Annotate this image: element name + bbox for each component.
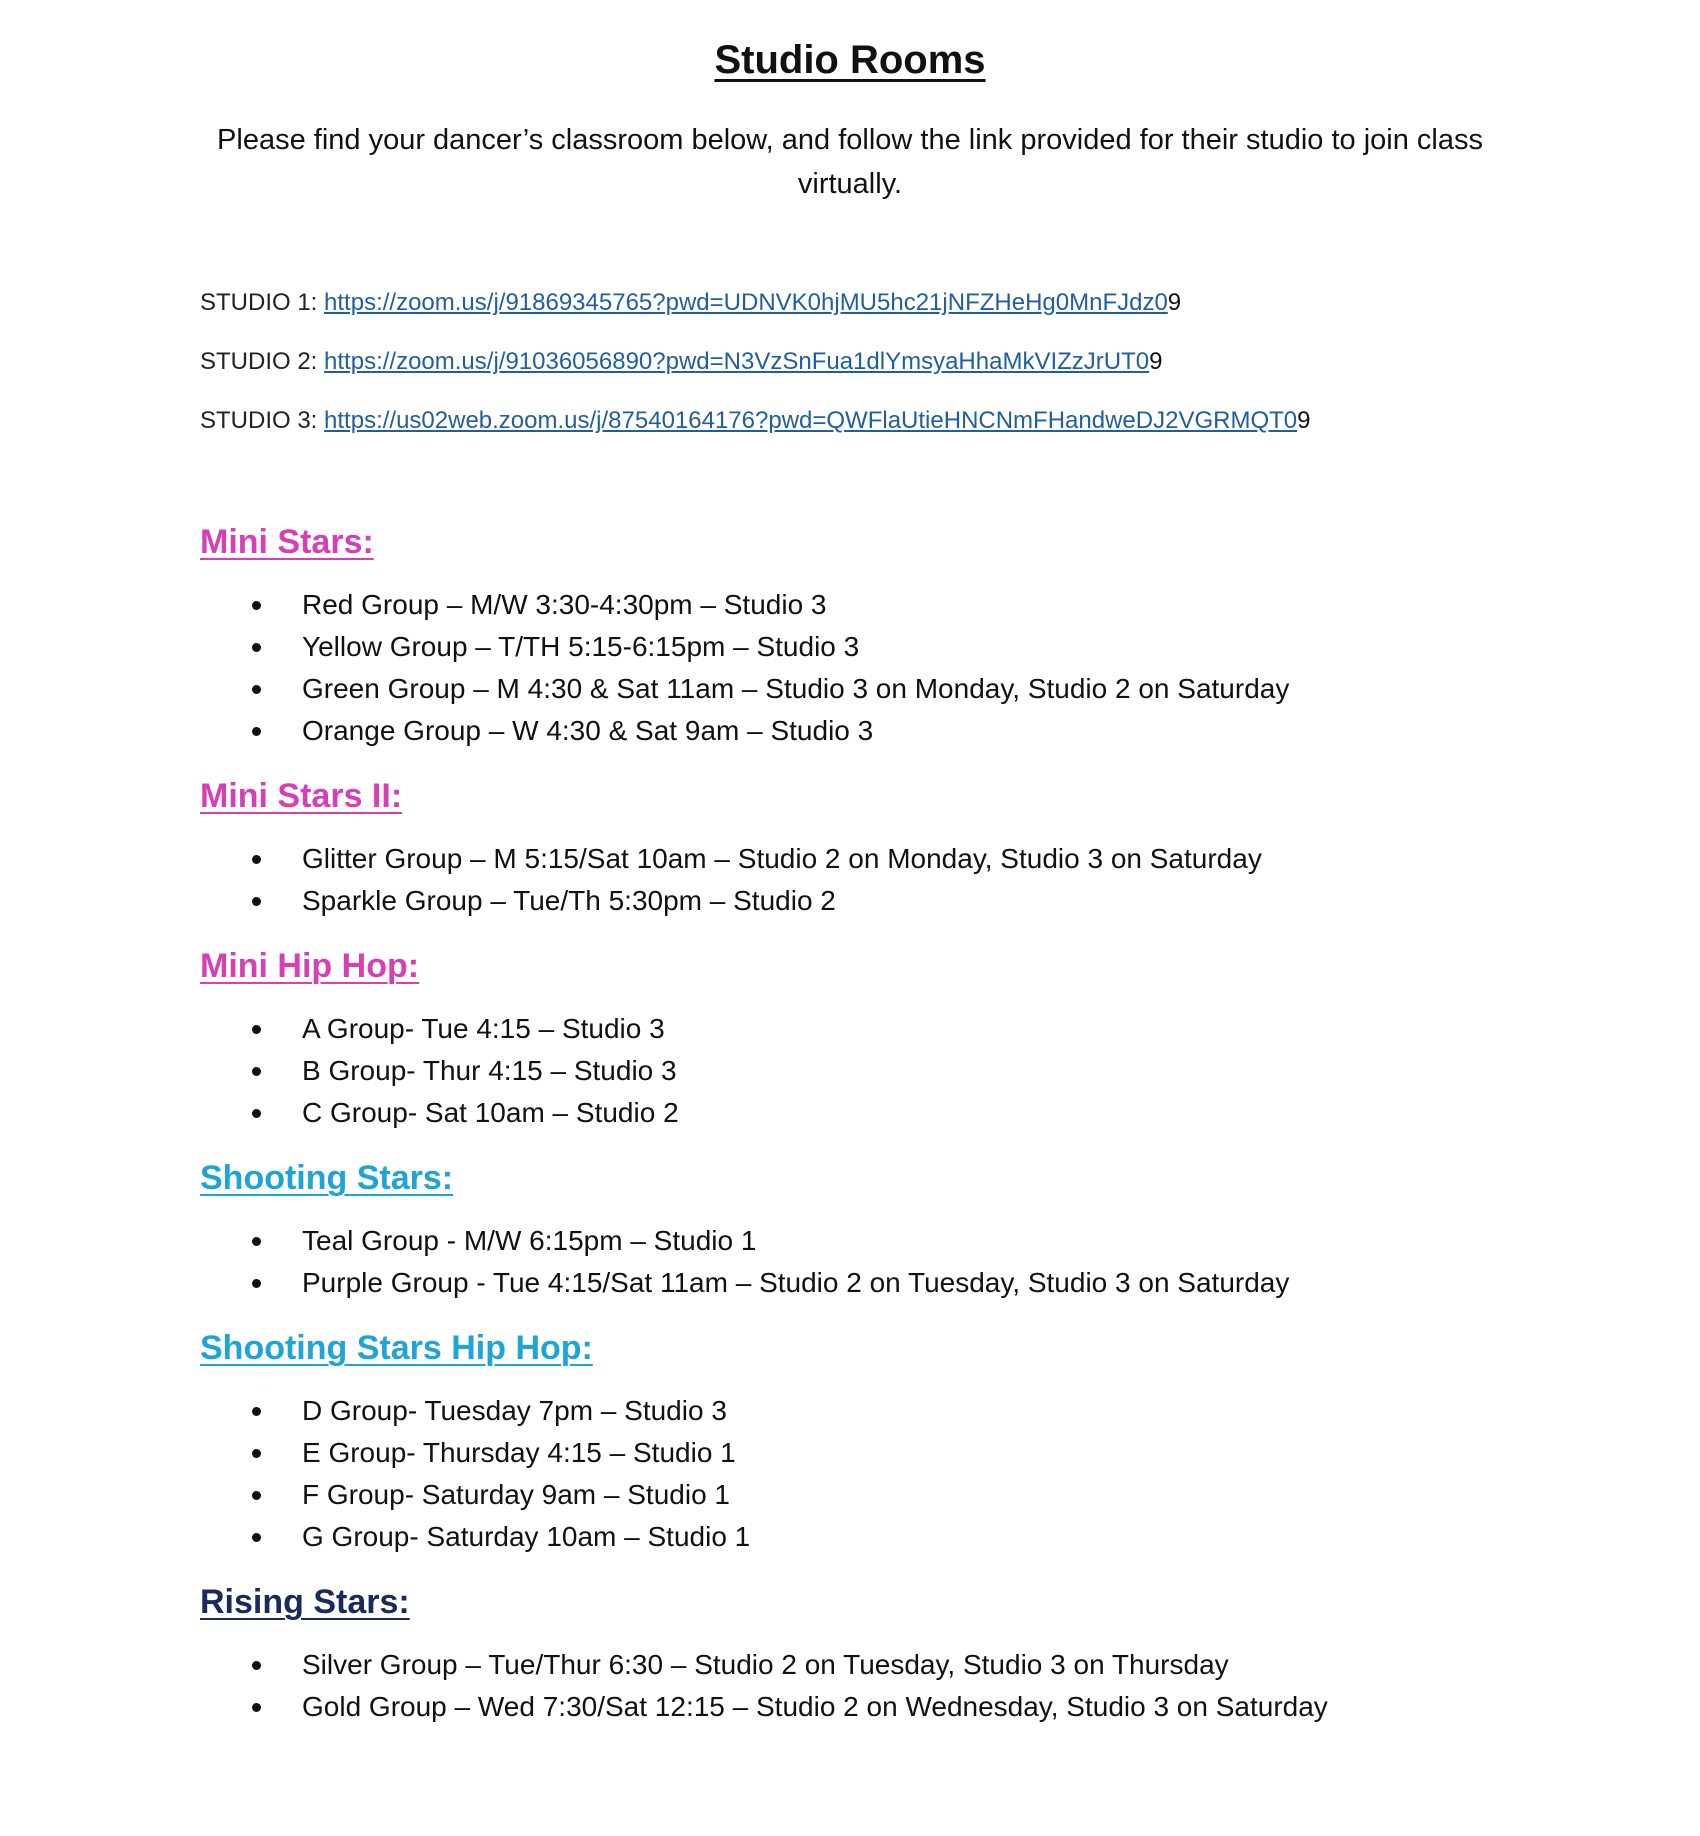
studio-3-zoom-link[interactable]: https://us02web.zoom.us/j/87540164176?pwd=QWFlaUtieHNCNmFHandweDJ2VGRMQT0 [324,407,1298,434]
list-item: Orange Group – W 4:30 & Sat 9am – Studio 3 [200,710,1650,752]
class-list [200,1644,1650,1728]
studio-link-row-3 [200,406,1600,465]
class-list [200,584,1650,752]
section-heading: Shooting Stars Hip Hop: [200,1329,593,1367]
list-item: A Group- Tue 4:15 – Studio 3 [200,1008,1650,1050]
studio-link-row-2 [200,347,1600,406]
class-list [200,838,1650,922]
studio-link-suffix: 9 [1149,348,1163,375]
list-item: Teal Group - M/W 6:15pm – Studio 1 [200,1220,1650,1262]
section-heading: Mini Stars II: [200,777,403,815]
list-item: Gold Group – Wed 7:30/Sat 12:15 – Studio 2 on Wednesday, Studio 3 on Saturday [200,1686,1650,1728]
intro-text: Please find your dancer’s classroom below, and follow the link provided for their studio to join class virtually. [217,124,1483,200]
section-heading: Rising Stars: [200,1583,410,1621]
studio-link-suffix: 9 [1297,407,1311,434]
list-item: F Group- Saturday 9am – Studio 1 [200,1474,1650,1516]
list-item: Silver Group – Tue/Thur 6:30 – Studio 2 on Tuesday, Studio 3 on Thursday [200,1644,1650,1686]
studio-link-label: STUDIO 1: [200,289,318,316]
studio-1-zoom-link[interactable]: https://zoom.us/j/91869345765?pwd=UDNVK0hjMU5hc21jNFZHeHg0MnFJdz0 [324,289,1168,316]
studio-link-suffix: 9 [1167,289,1182,316]
class-list [200,1220,1650,1304]
section-heading: Shooting Stars: [200,1159,454,1197]
section-heading: Mini Stars: [200,523,374,561]
list-item: Yellow Group – T/TH 5:15-6:15pm – Studio 3 [200,626,1650,668]
list-item: C Group- Sat 10am – Studio 2 [200,1092,1650,1134]
list-item: D Group- Tuesday 7pm – Studio 3 [200,1390,1650,1432]
class-sections [200,520,1650,1750]
studio-2-zoom-link[interactable]: https://zoom.us/j/91036056890?pwd=N3VzSnFua1dlYmsyaHhaMkVIZzJrUT0 [324,348,1150,375]
list-item: Glitter Group – M 5:15/Sat 10am – Studio 2 on Monday, Studio 3 on Saturday [200,838,1650,880]
list-item: Red Group – M/W 3:30-4:30pm – Studio 3 [200,584,1650,626]
list-item: Sparkle Group – Tue/Th 5:30pm – Studio 2 [200,880,1650,922]
list-item: G Group- Saturday 10am – Studio 1 [200,1516,1650,1558]
list-item: Purple Group - Tue 4:15/Sat 11am – Studio 2 on Tuesday, Studio 3 on Saturday [200,1262,1650,1304]
studio-link-row-1 [200,288,1600,347]
page-title: Studio Rooms [714,38,986,82]
studio-links [200,288,1600,465]
list-item: E Group- Thursday 4:15 – Studio 1 [200,1432,1650,1474]
studio-link-label: STUDIO 3: [200,407,318,434]
section-heading: Mini Hip Hop: [200,947,420,985]
class-list [200,1008,1650,1134]
studio-link-label: STUDIO 2: [200,348,318,375]
list-item: B Group- Thur 4:15 – Studio 3 [200,1050,1650,1092]
class-list [200,1390,1650,1558]
list-item: Green Group – M 4:30 & Sat 11am – Studio 3 on Monday, Studio 2 on Saturday [200,668,1650,710]
